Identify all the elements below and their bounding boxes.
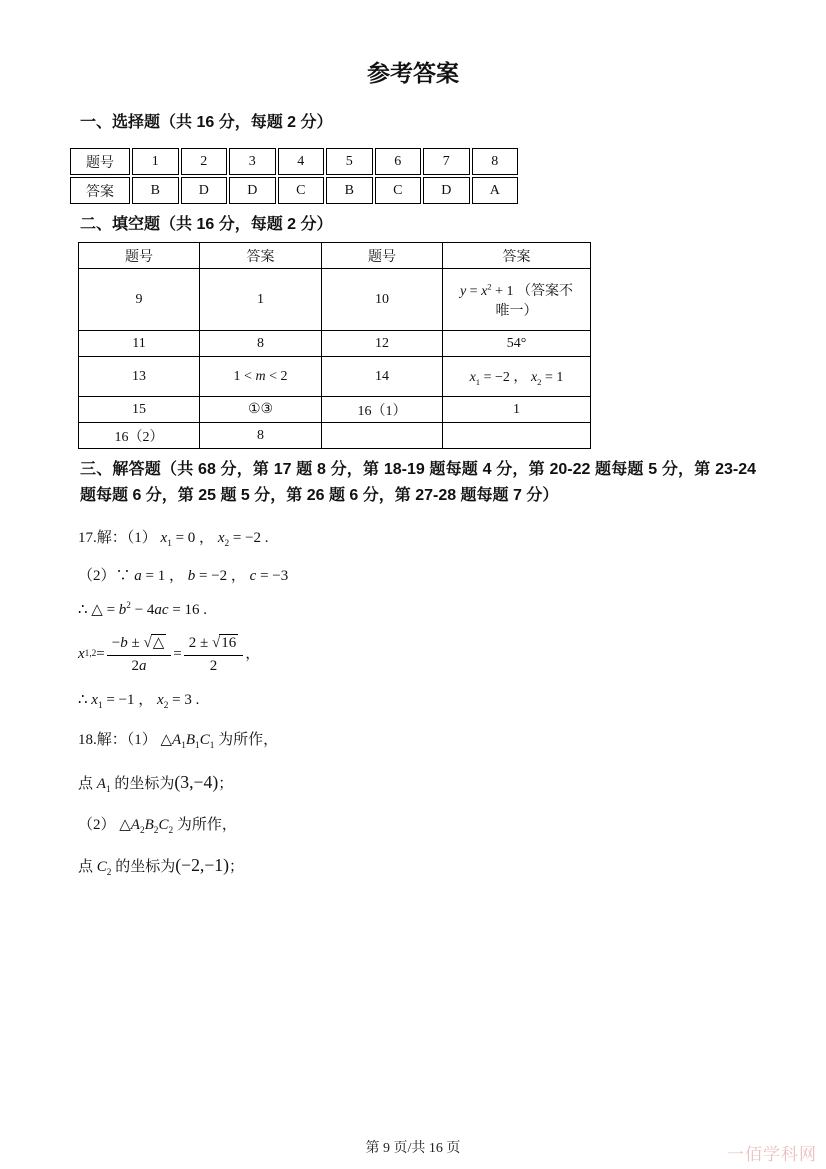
question-number-cell: 5 xyxy=(326,148,373,175)
solution-17-line-1: 17.解：（1） $x_1 = 0$ ， $x_2 = -2$ . xyxy=(78,530,269,549)
answer-cell: C xyxy=(278,177,325,204)
choice-answer-table xyxy=(68,146,520,206)
question-number-cell: 6 xyxy=(375,148,422,175)
fraction: $\frac{-b \pm √\triangle}{2a}$ xyxy=(107,633,171,676)
question-number-cell: 16（1） xyxy=(322,397,443,423)
answer-cell: 1 < m < 2 xyxy=(200,357,322,397)
table-row xyxy=(79,423,591,449)
answer-cell: B xyxy=(326,177,373,204)
answer-cell: C xyxy=(375,177,422,204)
fraction: $\frac{2 \pm √16}{2}$ xyxy=(184,633,243,676)
coordinate: (3,−4) xyxy=(174,772,219,792)
solution-17-line-3: ∴ △ = $b^2 - 4ac = 16$ . xyxy=(78,601,208,618)
table-row xyxy=(79,397,591,423)
question-number-cell: 15 xyxy=(79,397,200,423)
answer-cell: ①③ xyxy=(200,397,322,423)
answer-cell: 1 xyxy=(200,269,322,331)
page-title: 参考答案 xyxy=(367,60,459,86)
question-number-cell: 16（2） xyxy=(79,423,200,449)
question-number-cell: 3 xyxy=(229,148,276,175)
answer-cell: 8 xyxy=(200,423,322,449)
solution-18-line-4: 点 $C_2$ 的坐标为(−2,−1)； xyxy=(78,855,245,878)
table-row-numbers xyxy=(70,148,518,175)
question-number-cell: 7 xyxy=(423,148,470,175)
answer-cell xyxy=(443,269,591,331)
header-cell: 题号 xyxy=(322,243,443,269)
question-number-cell: 11 xyxy=(79,331,200,357)
page-footer: 第 9 页/共 16 页 xyxy=(365,1141,461,1156)
question-number-cell xyxy=(322,423,443,449)
answer-cell: $x_1 = -2$ ， $x_2 = 1$ xyxy=(443,357,591,397)
formula-line: 唯一） xyxy=(495,303,538,319)
solution-17-line-4: x 1,2 = $\frac{-b \pm √\triangle}{2a}$ = $\frac{2 \pm √16}{2}$ ， xyxy=(78,634,261,674)
question-number-cell: 10 xyxy=(322,269,443,331)
answer-cell: 54° xyxy=(443,331,591,357)
question-number-cell: 13 xyxy=(79,357,200,397)
coordinate: (−2,−1) xyxy=(175,855,230,875)
solution-17-line-5: ∴ $x_1 = -1$ ， $x_2 = 3$ . xyxy=(78,692,200,711)
formula-line: $y = x^2 + 1$ （答案不 xyxy=(459,280,574,299)
answer-cell: A xyxy=(472,177,519,204)
watermark: 一佰学科网 xyxy=(727,1145,817,1164)
answer-label-cell: 答案 xyxy=(70,177,130,204)
radical: √△ xyxy=(143,634,165,651)
question-number-cell: 14 xyxy=(322,357,443,397)
question-number-cell: 4 xyxy=(278,148,325,175)
solution-18-line-2: 点 $A_1$ 的坐标为(3,−4)； xyxy=(78,772,234,795)
question-number-cell: 9 xyxy=(79,269,200,331)
answer-cell: D xyxy=(181,177,228,204)
table-header-row xyxy=(79,243,591,269)
table-row xyxy=(79,357,591,397)
answer-cell xyxy=(443,423,591,449)
section1-heading: 一、选择题（共 16 分，每题 2 分） xyxy=(80,114,333,131)
table-row-answers xyxy=(70,177,518,204)
question-number-cell: 8 xyxy=(472,148,519,175)
radical: √16 xyxy=(211,634,237,651)
answer-cell: B xyxy=(132,177,179,204)
question-number-cell: 1 xyxy=(132,148,179,175)
table-row xyxy=(79,269,591,331)
blank-answer-table xyxy=(78,242,591,449)
solution-18-line-1: 18.解：（1） $\triangle A_1B_1C_1$ 为所作， xyxy=(78,732,279,751)
answer-cell: 1 xyxy=(443,397,591,423)
solution-18-line-3: （2） $\triangle A_2B_2C_2$ 为所作， xyxy=(78,817,237,836)
table-row xyxy=(79,331,591,357)
question-number-cell: 12 xyxy=(322,331,443,357)
section2-heading: 二、填空题（共 16 分，每题 2 分） xyxy=(80,216,333,233)
section3-heading: 三、解答题（共 68 分，第 17 题 8 分，第 18-19 题每题 4 分，第 20-22 题每题 5 分，第 23-24 题每题 6 分，第 25 题 5 分，第 26 题 6 分，第 27-28 题每题 7 分） xyxy=(80,461,756,504)
header-cell: 答案 xyxy=(443,243,591,269)
solution-17-line-2: （2）∵ a = 1 ， b = −2 ， c = −3 xyxy=(78,568,289,584)
answer-cell: D xyxy=(423,177,470,204)
question-number-cell: 2 xyxy=(181,148,228,175)
answer-cell: D xyxy=(229,177,276,204)
answer-cell: 8 xyxy=(200,331,322,357)
number-label-cell: 题号 xyxy=(70,148,130,175)
header-cell: 题号 xyxy=(79,243,200,269)
header-cell: 答案 xyxy=(200,243,322,269)
